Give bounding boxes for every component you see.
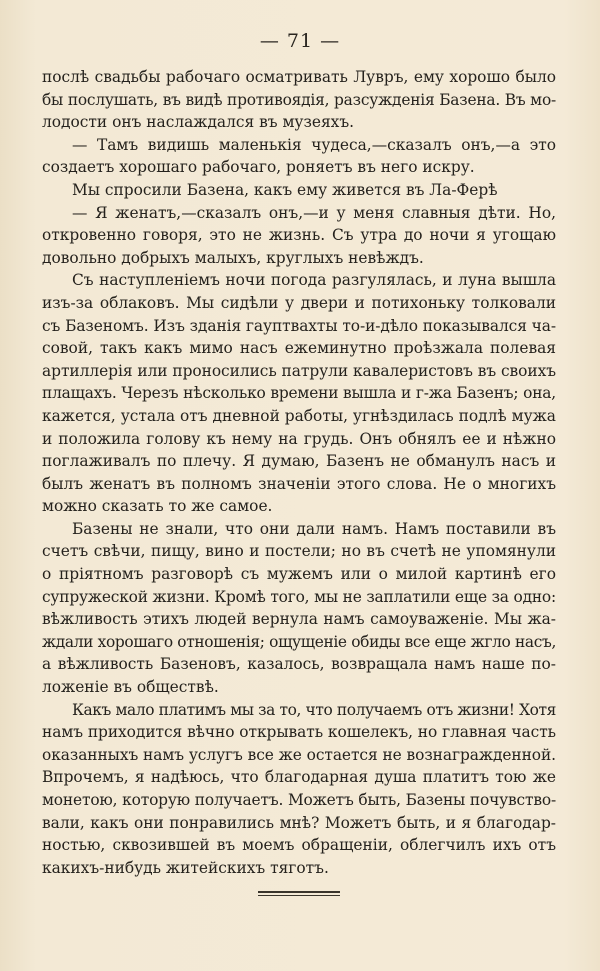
text-line: супружеской жизни. Кромѣ того, мы не заплатили еще за одно:	[42, 587, 556, 606]
text-line: намъ приходится вѣчно открывать кошелекъ, но главная часть	[42, 723, 556, 742]
text-line: ностью, сквозившей въ моемъ обращеніи, облегчилъ ихъ отъ	[42, 836, 556, 855]
text-line: довольно добрыхъ малыхъ, круглыхъ невѣждъ.	[42, 248, 424, 267]
text-line: плащахъ. Черезъ нѣсколько времени вышла и г-жа Базенъ; она,	[42, 384, 556, 403]
text-line: можно сказать то же самое.	[42, 497, 273, 516]
text-line: откровенно говоря, это не жизнь. Съ утра до ночи я угощаю	[42, 226, 556, 245]
text-line: Базены не знали, что они дали намъ. Намъ поставили въ	[72, 519, 556, 538]
text-line: бы послушать, въ видѣ противоядія, разсужденія Базена. Въ мо-	[42, 90, 556, 109]
text-line: — Тамъ видишь маленькія чудеса,—сказалъ онъ,—а это	[72, 135, 556, 154]
text-line: — Я женатъ,—сказалъ онъ,—и у меня славныя дѣти. Но,	[72, 203, 556, 222]
text-line: о пріятномъ разговорѣ съ мужемъ или о милой картинѣ его	[42, 565, 556, 584]
text-line: вѣжливость этихъ людей вернула намъ самоуваженіе. Мы жа-	[42, 610, 556, 629]
text-line: кажется, устала отъ дневной работы, угнѣздилась подлѣ мужа	[42, 406, 556, 425]
page-number: — 71 —	[259, 30, 341, 52]
text-line: какихъ-нибудь житейскихъ тяготъ.	[42, 858, 329, 877]
body-text	[42, 66, 556, 879]
text-line: Мы спросили Базена, какъ ему живется въ Ла-Ферѣ	[72, 180, 498, 199]
text-line: послѣ свадьбы рабочаго осматривать Лувръ, ему хорошо было	[42, 68, 556, 86]
text-line: а вѣжливость Базеновъ, казалось, возвращала намъ наше по-	[42, 655, 556, 674]
text-line: Впрочемъ, я надѣюсь, что благодарная душа платитъ тою же	[42, 768, 556, 787]
text-line: вали, какъ они понравились мнѣ? Можетъ быть, и я благодар-	[42, 813, 556, 832]
text-line: совой, такъ какъ мимо насъ ежеминутно проѣзжала полевая	[42, 339, 556, 358]
text-line: и положила голову къ нему на грудь. Онъ обнялъ ее и нѣжно	[42, 429, 556, 448]
text-line: былъ женатъ въ полномъ значеніи этого слова. Не о многихъ	[42, 474, 556, 493]
end-rule-ornament	[258, 891, 340, 896]
text-line: съ Базеномъ. Изъ зданія гауптвахты то-и-дѣло показывался ча-	[42, 316, 556, 335]
text-line: монетою, которую получаетъ. Можетъ быть, Базены почувство-	[42, 791, 556, 809]
text-line: изъ-за облаковъ. Мы сидѣли у двери и потихоньку толковали	[42, 293, 556, 312]
text-line: поглаживалъ по плечу. Я думаю, Базенъ не обманулъ насъ и	[42, 452, 556, 471]
text-line: Съ наступленіемъ ночи погода разгулялась, и луна вышла	[72, 271, 556, 290]
text-line: счетъ свѣчи, пищу, вино и постели; но въ счетѣ не упомянули	[42, 542, 556, 561]
text-line: артиллерія или проносились патрули кавалеристовъ въ своихъ	[42, 361, 556, 380]
text-line: ложеніе въ обществѣ.	[42, 678, 219, 697]
text-line: оказанныхъ намъ услугъ все же остается не вознагражденной.	[42, 745, 556, 764]
text-line: создаетъ хорошаго рабочаго, роняетъ въ него искру.	[42, 158, 475, 177]
text-line: Какъ мало платимъ мы за то, что получаемъ отъ жизни! Хотя	[72, 700, 556, 719]
text-line: ждали хорошаго отношенія; ощущеніе обиды все еще жгло насъ,	[42, 632, 556, 651]
text-line: лодости онъ наслаждался въ музеяхъ.	[42, 113, 355, 132]
